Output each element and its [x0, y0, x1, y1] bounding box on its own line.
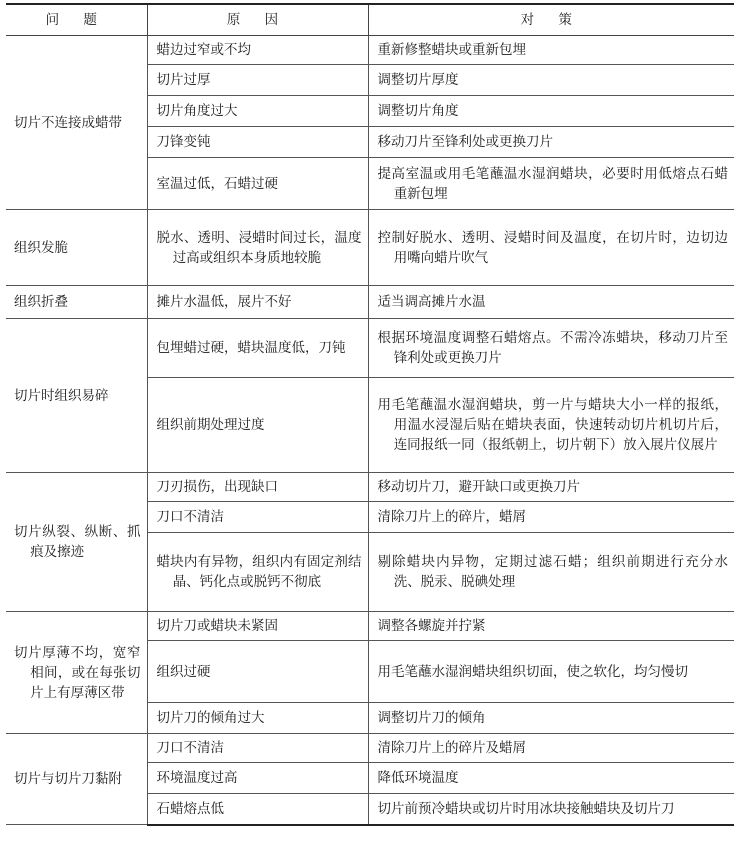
table-body: [6, 36, 734, 825]
solution-text: 适当调高摊片水温: [377, 294, 486, 310]
solution-text: 调整切片厚度: [377, 72, 459, 88]
problem-text: 组织折叠: [14, 294, 68, 310]
cause-text: 组织前期处理过度: [156, 417, 265, 433]
problem-cell: [6, 612, 147, 734]
solution-text: 提高室温或用毛笔蘸温水湿润蜡块，必要时用低熔点石蜡重新包埋: [377, 165, 728, 202]
cause-text: 脱水、透明、浸蜡时间过长，温度过高或组织本身质地较脆: [156, 229, 362, 266]
cause-cell: [147, 36, 368, 65]
solution-text: 控制好脱水、透明、浸蜡时间及温度，在切片时，边切边用嘴向蜡片吹气: [377, 229, 728, 266]
cause-text: 切片刀的倾角过大: [156, 710, 265, 726]
cause-cell: [147, 794, 368, 825]
cause-cell: [147, 703, 368, 734]
solution-text: 清除刀片上的碎片，蜡屑: [377, 509, 526, 525]
solution-cell: [368, 286, 734, 319]
header-row: [6, 4, 734, 36]
troubleshooting-table: [6, 3, 734, 826]
problem-text: 切片时组织易碎: [14, 387, 109, 404]
problem-text: 组织发脆: [14, 239, 68, 256]
solution-cell: [368, 158, 734, 210]
cause-text: 蜡块内有异物，组织内有固定剂结晶、钙化点或脱钙不彻底: [156, 554, 362, 590]
solution-cell: [368, 378, 734, 473]
table-row: [6, 319, 734, 378]
problem-cell: [6, 36, 147, 210]
solution-cell: [368, 612, 734, 641]
cause-cell: [147, 158, 368, 210]
solution-text: 移动刀片至锋利处或更换刀片: [377, 134, 553, 150]
table-row: [6, 473, 734, 502]
problem-cell: [6, 319, 147, 473]
cause-cell: [147, 127, 368, 158]
header-solution: 对 策: [368, 4, 734, 36]
cause-text: 室温过低，石蜡过硬: [156, 175, 278, 192]
cause-cell: [147, 286, 368, 319]
solution-cell: [368, 96, 734, 127]
problem-text: 切片厚薄不均，宽窄相间，或在每张切片上有厚薄区带: [14, 644, 141, 701]
solution-text: 剔除蜡块内异物，定期过滤石蜡；组织前期进行充分水洗、脱汞、脱碘处理: [377, 554, 728, 590]
cause-text: 刀锋变钝: [156, 134, 211, 150]
cause-cell: [147, 96, 368, 127]
table-row: [6, 612, 734, 641]
table-row: [6, 286, 734, 319]
cause-text: 刀口不清洁: [156, 509, 224, 525]
cause-text: 刀刃损伤，出现缺口: [156, 479, 278, 495]
cause-text: 组织过硬: [156, 663, 211, 680]
solution-cell: [368, 794, 734, 825]
solution-cell: [368, 65, 734, 96]
cause-cell: [147, 378, 368, 473]
problem-cell: [6, 210, 147, 286]
solution-text: 清除刀片上的碎片及蜡屑: [377, 740, 526, 756]
cause-text: 刀口不清洁: [156, 740, 224, 756]
cause-text: 包埋蜡过硬，蜡块温度低，刀钝: [156, 340, 346, 356]
cause-text: 石蜡熔点低: [156, 800, 224, 817]
cause-cell: [147, 734, 368, 763]
solution-text: 移动切片刀，避开缺口或更换刀片: [377, 479, 580, 495]
header-problem: 问 题: [6, 4, 147, 36]
cause-text: 环境温度过高: [156, 770, 238, 786]
solution-cell: [368, 319, 734, 378]
table-row: [6, 210, 734, 286]
solution-text: 调整切片角度: [377, 103, 459, 119]
problem-text: 切片纵裂、纵断、抓痕及擦迹: [14, 524, 141, 560]
solution-text: 切片前预冷蜡块或切片时用冰块接触蜡块及切片刀: [377, 800, 675, 817]
solution-text: 重新修整蜡块或重新包埋: [377, 42, 526, 58]
cause-cell: [147, 65, 368, 96]
solution-cell: [368, 734, 734, 763]
solution-cell: [368, 763, 734, 794]
solution-text: 根据环境温度调整石蜡熔点。不需冷冻蜡块，移动刀片至锋利处或更换刀片: [377, 330, 728, 366]
solution-text: 调整切片刀的倾角: [377, 710, 486, 726]
cause-text: 摊片水温低，展片不好: [156, 294, 292, 310]
cause-text: 切片过厚: [156, 72, 211, 88]
solution-cell: [368, 127, 734, 158]
solution-cell: [368, 641, 734, 703]
solution-cell: [368, 533, 734, 612]
cause-cell: [147, 319, 368, 378]
problem-text: 切片不连接成蜡带: [14, 114, 122, 131]
cause-cell: [147, 612, 368, 641]
problem-text: 切片与切片刀黏附: [14, 771, 122, 787]
table-row: [6, 36, 734, 65]
cause-cell: [147, 210, 368, 286]
cause-text: 切片角度过大: [156, 103, 238, 119]
solution-text: 调整各螺旋并拧紧: [377, 618, 486, 634]
problem-cell: [6, 734, 147, 825]
solution-text: 降低环境温度: [377, 770, 459, 786]
solution-cell: [368, 502, 734, 533]
cause-cell: [147, 502, 368, 533]
problem-cell: [6, 286, 147, 319]
cause-text: 切片刀或蜡块未紧固: [156, 618, 278, 634]
solution-cell: [368, 703, 734, 734]
cause-cell: [147, 641, 368, 703]
cause-text: 蜡边过窄或不均: [156, 42, 251, 58]
header-cause: 原 因: [147, 4, 368, 36]
cause-cell: [147, 473, 368, 502]
solution-cell: [368, 473, 734, 502]
problem-cell: [6, 473, 147, 612]
solution-cell: [368, 36, 734, 65]
solution-text: 用毛笔蘸温水湿润蜡块，剪一片与蜡块大小一样的报纸，用温水浸湿后贴在蜡块表面，快速转动切片机切片后，连同报纸一同（报纸朝上，切片朝下）放入展片仪展片: [377, 397, 728, 453]
solution-text: 用毛笔蘸水湿润蜡块组织切面，使之软化，均匀慢切: [377, 663, 688, 680]
table-header: [6, 4, 734, 36]
cause-cell: [147, 763, 368, 794]
solution-cell: [368, 210, 734, 286]
table-row: [6, 734, 734, 763]
cause-cell: [147, 533, 368, 612]
